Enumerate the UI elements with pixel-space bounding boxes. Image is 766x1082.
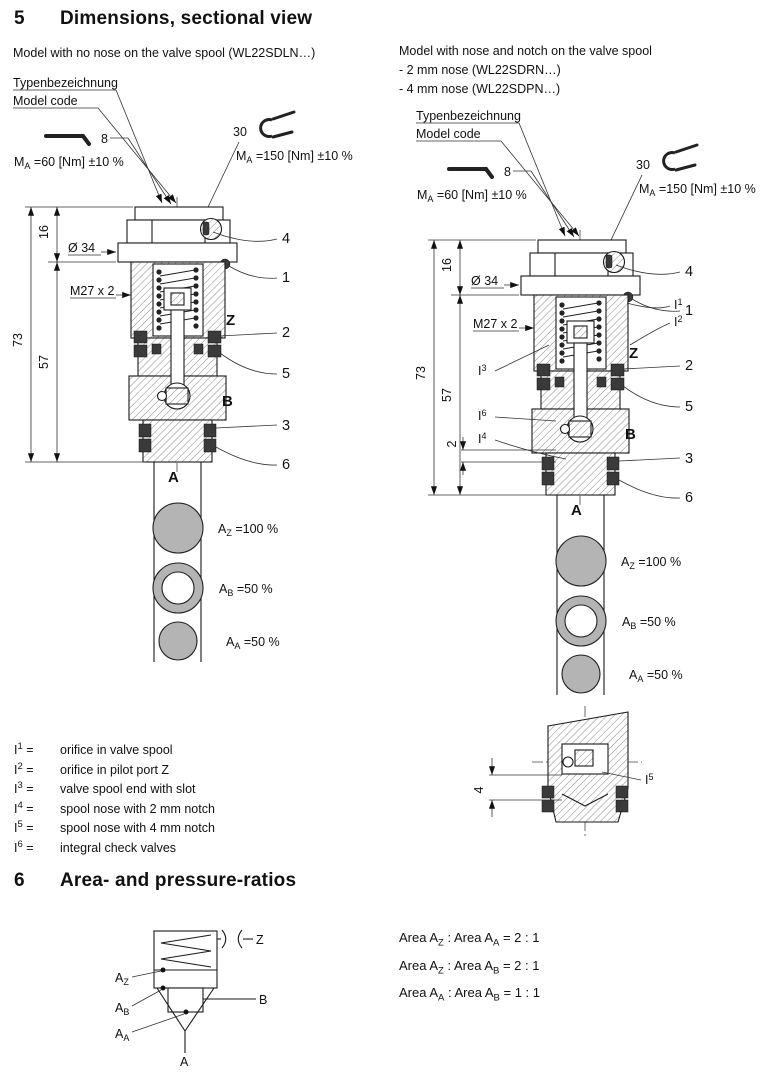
legend-text: valve spool end with slot — [60, 782, 196, 797]
wrench-size-label: 30 — [233, 125, 247, 139]
hex-key-icon — [46, 136, 89, 144]
legend-item: $I^6$ = integral check valves — [14, 838, 177, 855]
section-6-number: 6 — [14, 870, 25, 891]
dim-4-label: 4 — [472, 786, 486, 794]
ratio-row: Area $A_A$ : Area $A_B = 1$ : 1 — [399, 985, 540, 1004]
hydraulic-symbol — [115, 930, 267, 1069]
port-label-z: Z — [226, 312, 236, 329]
area-aa-label: $A_A =50$ % — [226, 635, 280, 651]
nose-detail-view — [472, 706, 654, 836]
callout-4: 4 — [282, 231, 291, 247]
right-model-title-line3: - 4 mm nose (WL22SDPN…) — [399, 82, 561, 96]
legend-text: orifice in valve spool — [60, 743, 173, 758]
symbol-port-b: B — [259, 993, 268, 1007]
legend-item: $I^1$ = orifice in valve spool — [14, 741, 173, 758]
section-6-heading — [14, 870, 296, 892]
section-5-title: Dimensions, sectional view — [60, 8, 313, 29]
i4-label: $I^4$ — [478, 431, 487, 446]
spool-feature-legend — [14, 739, 215, 856]
legend-text: orifice in pilot port Z — [60, 762, 170, 777]
legend-text: integral check valves — [60, 840, 177, 855]
callout-2: 2 — [282, 325, 291, 341]
left-valve-drawing — [11, 76, 353, 662]
i5-label: $I^5$ — [645, 772, 654, 787]
dim-16-label: 16 — [37, 225, 51, 239]
port-label-b: B — [222, 393, 233, 410]
type-label-en: Model code — [13, 94, 78, 108]
i1-label: $I^1$ — [674, 297, 683, 312]
callout-3: 3 — [282, 418, 291, 434]
port-label-a: A — [168, 469, 179, 486]
wrench-torque-label: $M_A =150$ [Nm] ±10 % — [236, 149, 353, 165]
callout-1: 1 — [282, 270, 291, 286]
right-valve-drawing — [414, 109, 756, 695]
symbol-port-a: A — [180, 1055, 189, 1069]
hex-key-size-label: 8 — [101, 132, 108, 146]
model-code-callout — [13, 76, 176, 203]
i6-label: $I^6$ — [478, 408, 487, 423]
dim-thread-label: M27 x 2 — [70, 284, 115, 298]
area-aa-circle — [159, 622, 197, 660]
section-6-title: Area- and pressure-ratios — [60, 870, 297, 891]
area-ab-ring-inner — [162, 572, 194, 604]
i3-label: $I^3$ — [478, 363, 487, 378]
right-model-title-line2: - 2 mm nose (WL22SDRN…) — [399, 63, 561, 77]
area-ab-label: $A_B =50$ % — [219, 582, 273, 598]
dim-dia34-label: Ø 34 — [68, 241, 96, 255]
throttle-symbol — [217, 930, 253, 948]
dim-2-label: 2 — [445, 440, 459, 448]
area-ratio-list — [399, 927, 540, 1010]
symbol-area-ab-label: $A_B$ — [115, 1001, 130, 1017]
type-label-de: Typenbezeichnung — [13, 76, 118, 90]
wrench-icon — [261, 112, 294, 137]
spool-stem — [171, 310, 184, 388]
i2-label: $I^2$ — [674, 314, 683, 329]
left-model-title: Model with no nose on the valve spool (WL22SDLN…) — [13, 46, 316, 60]
callout-5: 5 — [282, 366, 291, 382]
legend-item: $I^3$ = valve spool end with slot — [14, 780, 196, 797]
legend-item: $I^5$ = spool nose with 4 mm notch — [14, 819, 215, 836]
dim-73-label: 73 — [11, 333, 25, 347]
area-az-label: $A_Z =100$ % — [218, 522, 279, 538]
area-az-circle — [153, 503, 203, 553]
ratio-row: Area $A_Z$ : Area $A_A = 2$ : 1 — [399, 930, 540, 949]
symbol-area-az-label: $A_Z$ — [115, 971, 129, 987]
dim-57-label: 57 — [37, 355, 51, 369]
right-model-title-line1: Model with nose and notch on the valve spool — [399, 44, 652, 58]
legend-text: spool nose with 2 mm notch — [60, 801, 215, 816]
callout-6: 6 — [282, 457, 291, 473]
hex-torque-label: $M_A =60$ [Nm] ±10 % — [14, 155, 124, 171]
ratio-row: Area $A_Z$ : Area $A_B = 2$ : 1 — [399, 957, 540, 977]
section-5-number: 5 — [14, 8, 25, 29]
area-circles — [153, 503, 203, 660]
legend-item: $I^2$ = orifice in pilot port Z — [14, 760, 170, 777]
symbol-port-z: Z — [256, 933, 264, 947]
symbol-area-aa-label: $A_A$ — [115, 1027, 130, 1043]
legend-text: spool nose with 4 mm notch — [60, 821, 215, 836]
legend-item: $I^4$ = spool nose with 2 mm notch — [14, 799, 215, 816]
